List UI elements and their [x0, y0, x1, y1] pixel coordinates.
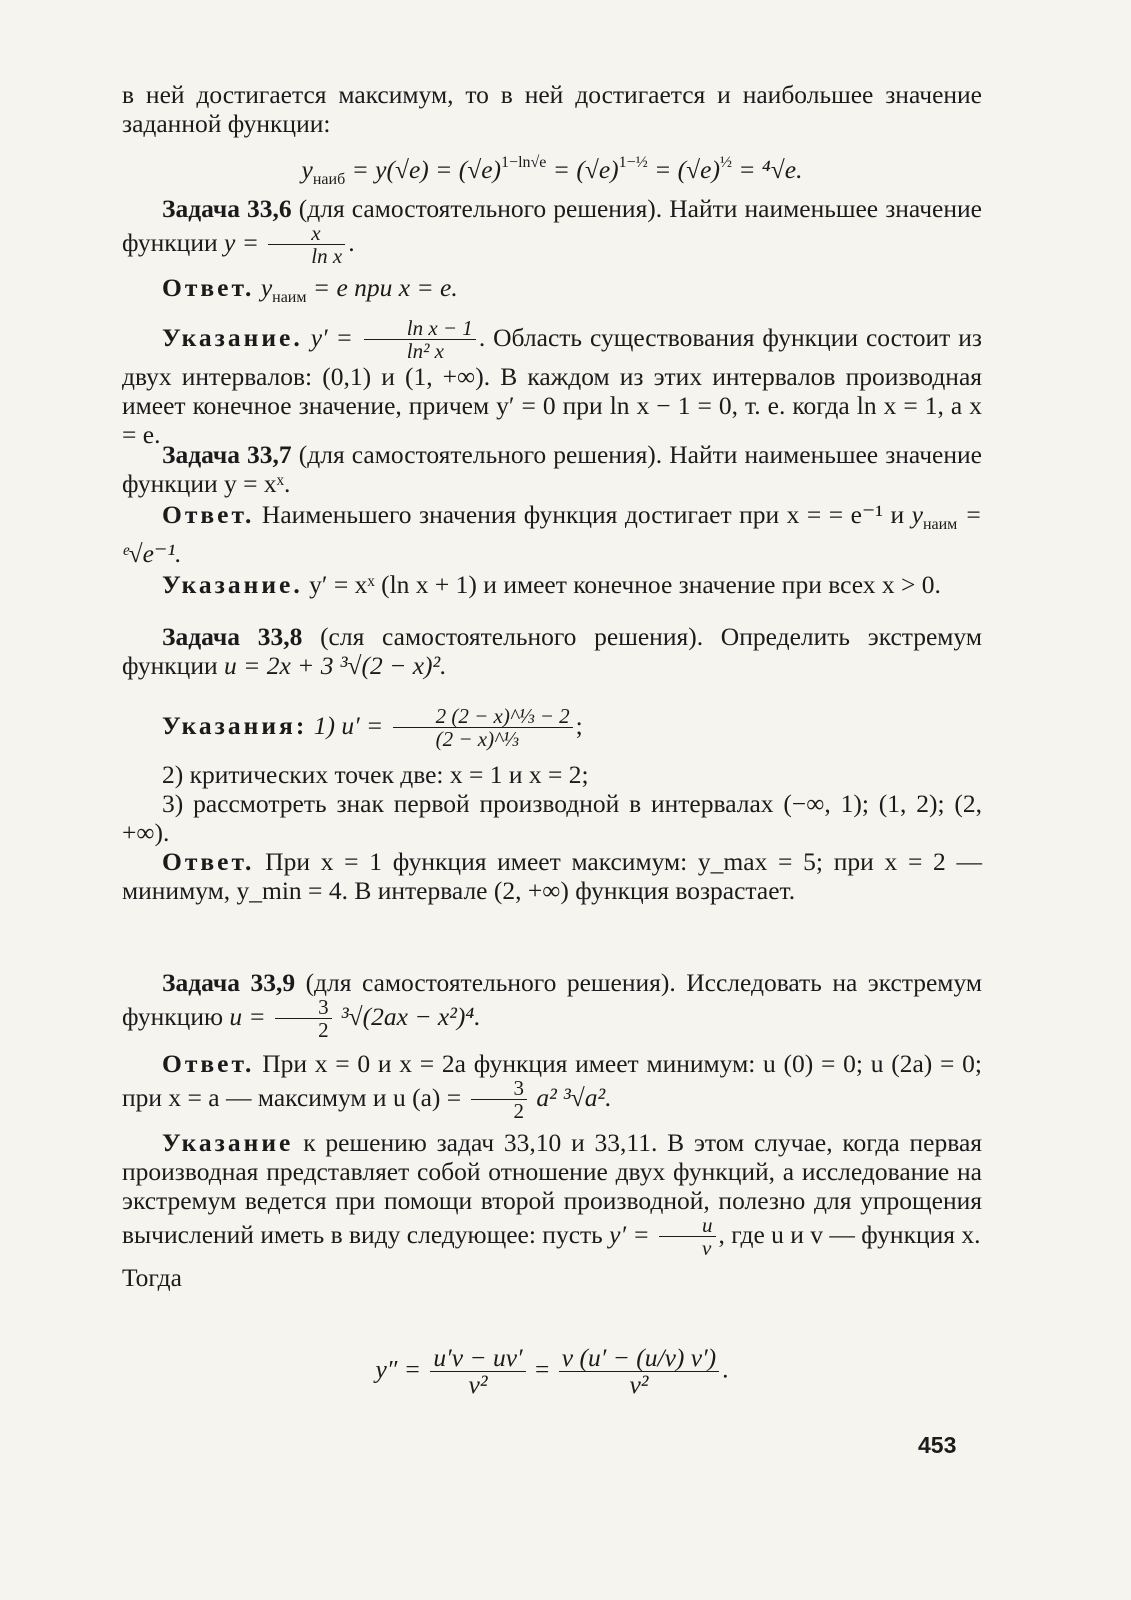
hint-33-10-rest: , где u и v — функция x.	[718, 1219, 981, 1249]
task-33-6	[122, 194, 982, 449]
task-33-9-func-den: 2	[318, 1018, 329, 1042]
formula-second-derivative	[122, 1345, 982, 1398]
task-33-7-hint	[122, 570, 982, 599]
task-33-7-hint-label: Указание.	[162, 570, 303, 599]
task-33-8-answer	[122, 847, 982, 905]
formula-mid2: = (√e)	[654, 155, 720, 184]
second-derivative-fraction-2	[559, 1345, 719, 1398]
task-33-9-answer-label: Ответ.	[162, 1049, 255, 1079]
task-33-6-answer-sub: наим	[272, 289, 307, 307]
intro-paragraph	[122, 80, 982, 138]
second-derivative-f1-den: v²	[468, 1369, 488, 1399]
formula-chain: = y(√e) = (√e)	[351, 155, 502, 184]
hint-33-10-lhs: y′ =	[609, 1219, 650, 1249]
task-33-8-h1-prefix: 1) u′ =	[313, 710, 384, 740]
task-33-7	[122, 440, 982, 599]
task-33-8-hints: Указания: 1) u′ = $\frac{\text{2 (2 − x)\textasciicircum{}⅓ − 2}}{\text{(2 − x)\textasciicircum{}⅓}}$ ;	[162, 704, 583, 751]
task-33-8-answer-label: Ответ.	[162, 847, 255, 877]
task-33-6-hint-den: ln² x	[406, 339, 444, 364]
second-derivative-lhs: y″ =	[375, 1354, 421, 1384]
task-33-6-statement: Задача 33,6 (для самостоятельного решения). Найти наименьшее значение функции y = $\frac{x}{\text{ln x}}$ .	[122, 194, 982, 268]
task-33-7-answer-sub: наим	[922, 516, 958, 533]
intro-text: в ней достигается максимум, то в ней достигается и наибольшее значение заданной функции:	[122, 80, 982, 138]
hint-33-10-fraction	[659, 1215, 716, 1259]
task-33-8-h3: 3) рассмотреть знак первой производной в интервалах (−∞, 1); (1, 2); (2, +∞).	[122, 789, 982, 848]
task-33-9-answer-den: 2	[513, 1099, 525, 1124]
second-derivative-f2-den: v²	[629, 1369, 649, 1399]
formula-lhs-sub: наиб	[312, 171, 346, 188]
task-33-7-statement	[122, 440, 982, 498]
task-33-8-h1-den: (2 − x)^⅓	[435, 727, 519, 751]
task-33-9-answer-num: 3	[471, 1078, 528, 1100]
second-derivative-f1-num: u′v − uv′	[430, 1345, 525, 1372]
task-33-6-hint-label: Указание.	[162, 322, 303, 352]
page-number: 453	[918, 1432, 957, 1458]
task-33-6-den: ln x	[311, 244, 343, 268]
task-33-8-title: Задача 33,8	[162, 622, 303, 651]
task-33-9-answer-rest: a² ³√a².	[536, 1082, 612, 1112]
formula-exp1: 1−ln√e	[501, 154, 547, 171]
task-33-8	[122, 622, 982, 905]
hint-33-10-label: Указание	[162, 1128, 294, 1157]
task-33-6-num: x	[268, 223, 345, 245]
task-33-9-answer-text: При x = 0 и x = 2a функция имеет минимум: u (0) = 0; u (2a) = 0; при x = a — максимум и u (a) =	[122, 1049, 982, 1112]
task-33-9-func-fraction	[275, 997, 332, 1041]
task-33-6-answer-rest: = e при x = e.	[312, 273, 458, 303]
task-33-6-func: y =	[224, 227, 259, 257]
formula-exp2: 1−½	[618, 154, 648, 171]
task-33-7-answer-text: Наименьшего значения функция достигает при x = = e⁻¹ и	[261, 500, 905, 529]
task-33-7-answer	[122, 500, 982, 568]
second-derivative-f2-num: v (u′ − (u/v) v′)	[559, 1345, 719, 1372]
task-33-8-h1-num: 2 (2 − x)^⅓ − 2	[393, 706, 573, 728]
hint-33-10-text: к решению задач 33,10 и 33,11. В этом случае, когда первая производная представляет собой отношение двух функций, а исследование на экстремум ведется при помощи второй производной, полезно для упрощения вычислений иметь в виду следующее: пусть	[122, 1128, 983, 1249]
hint-33-10-den: v	[702, 1236, 712, 1260]
second-derivative-end: .	[722, 1354, 729, 1384]
task-33-8-text: (сля самостоятельного решения). Определить экстремум функции	[122, 622, 982, 680]
task-33-9	[122, 968, 982, 1122]
task-33-8-hints-label: Указания:	[162, 710, 308, 740]
hint-33-10-num: u	[659, 1215, 716, 1237]
task-33-6-answer	[122, 273, 982, 312]
task-33-6-hint-lhs: y′ =	[310, 322, 353, 352]
task-33-6-answer-label: Ответ.	[162, 273, 255, 303]
task-33-7-title: Задача 33,7	[162, 440, 292, 469]
task-33-6-hint-text: . Область существования функции состоит из двух интервалов: (0,1) и (1, +∞). В каждом из этих интервалов производная имеет конечное значение, причем y′ = 0 при ln x − 1 = 0, т. е. когда ln x = 1, а x = e.	[122, 322, 982, 450]
task-33-8-statement	[122, 622, 982, 680]
task-33-6-title: Задача 33,6	[162, 194, 292, 223]
task-33-6-hint	[122, 318, 982, 449]
formula-max-value	[122, 148, 982, 194]
task-33-8-func: u = 2x + 3 ³√(2 − x)².	[224, 651, 447, 680]
formula-result: = ⁴√e.	[738, 155, 803, 184]
task-33-8-answer-text: При x = 1 функция имеет максимум: y_max = 5; при x = 2 — минимум, y_min = 4. В интервале (2, +∞) функция возрастает.	[122, 847, 983, 906]
task-33-8-h2: 2) критических точек две: x = 1 и x = 2;	[162, 760, 589, 790]
task-33-6-answer-lhs: y	[260, 273, 273, 303]
task-33-9-answer	[122, 1049, 982, 1122]
hint-33-10-paragraph	[122, 1128, 982, 1259]
formula-exp3: ½	[719, 154, 732, 171]
formula-mid: = (√e)	[552, 155, 619, 184]
task-33-7-answer-lhs: y	[911, 500, 923, 529]
task-33-6-hint-fraction	[364, 318, 476, 362]
formula-lhs: y	[301, 155, 313, 184]
task-33-9-func-num: 3	[275, 997, 332, 1019]
task-33-9-text: (для самостоятельного решения). Исследовать на экстремум функцию	[122, 968, 982, 1031]
task-33-6-hint-num: ln x − 1	[364, 318, 476, 340]
second-derivative-eq: =	[535, 1354, 550, 1384]
task-33-6-fraction	[268, 223, 345, 267]
task-33-7-hint-text: y′ = xˣ (ln x + 1) и имеет конечное значение при всех x > 0.	[309, 570, 941, 599]
task-33-7-text: (для самостоятельного решения). Найти наименьшее значение функции y = xˣ.	[122, 440, 982, 498]
task-33-8-h1-fraction	[393, 706, 573, 750]
task-33-9-title: Задача 33,9	[162, 968, 296, 997]
task-33-9-statement	[122, 968, 982, 1041]
task-33-9-func-rest: ³√(2ax − x²)⁴.	[341, 1001, 481, 1031]
hint-33-10	[122, 1128, 982, 1292]
hint-33-10-then: Тогда	[122, 1263, 182, 1293]
task-33-9-func-lhs: u =	[229, 1001, 266, 1031]
task-33-6-text: (для самостоятельного решения). Найти наименьшее значение функции	[122, 194, 982, 257]
second-derivative-fraction-1	[430, 1345, 525, 1398]
task-33-7-answer-label: Ответ.	[162, 500, 255, 529]
task-33-9-answer-fraction	[471, 1078, 528, 1122]
task-33-7-answer-rest: = ᵉ√e⁻¹.	[122, 500, 982, 568]
